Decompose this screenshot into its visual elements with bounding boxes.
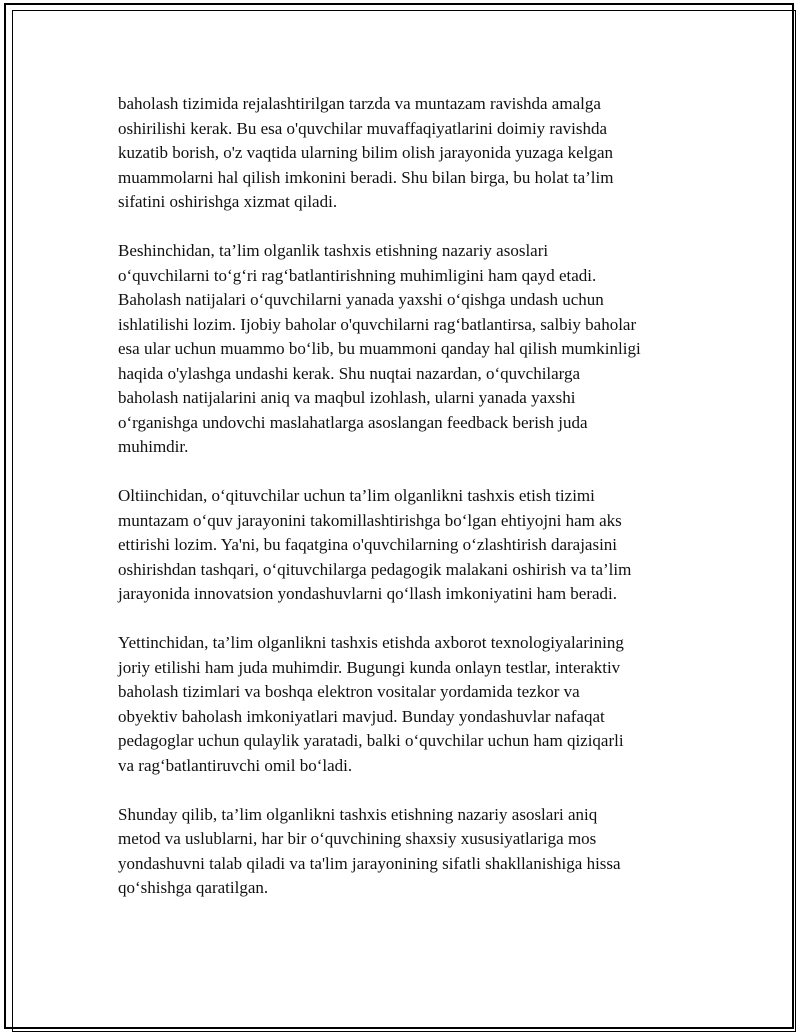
document-body <box>118 92 698 925</box>
paragraph-4: Yettinchidan, ta’lim olganlikni tashxis etishda axborot texnologiyalarining joriy etilishi ham juda muhimdir. Bugungi kunda onlayn testlar, interaktiv baholash tizimlari va boshqa elektron vositalar yordamida tezkor va obyektiv baholash imkoniyatlari mavjud. Bunday yondashuvlar nafaqat pedagoglar uchun qulaylik yaratadi, balki o‘quvchilar uchun ham qiziqarli va rag‘batlantiruvchi omil bo‘ladi. <box>118 633 624 775</box>
paragraph-2: Beshinchidan, ta’lim olganlik tashxis etishning nazariy asoslari o‘quvchilarni to‘g‘ri rag‘batlantirishning muhimligini ham qayd etadi. Baholash natijalari o‘quvchilarni yanada yaxshi o‘qishga undash uchun ishlatilishi lozim. Ijobiy baholar o'quvchilarni rag‘batlantirsa, salbiy baholar esa ular uchun muammo bo‘lib, bu muammoni qanday hal qilish mumkinligi haqida o'ylashga undashi kerak. Shu nuqtai nazardan, o‘quvchilarga baholash natijalarini aniq va maqbul izohlash, ularni yanada yaxshi o‘rganishga undovchi maslahatlarga asoslangan feedback berish juda muhimdir. <box>118 241 641 456</box>
paragraph-5: Shunday qilib, ta’lim olganlikni tashxis etishning nazariy asoslari aniq metod va uslublarni, har bir o‘quvchining shaxsiy xususiyatlariga mos yondashuvni talab qiladi va ta'lim jarayonining sifatli shakllanishiga hissa qo‘shishga qaratilgan. <box>118 804 621 897</box>
paragraph-1: baholash tizimida rejalashtirilgan tarzda va muntazam ravishda amalga oshirilishi kerak. Bu esa o'quvchilar muvaffaqiyatlarini doimiy ravishda kuzatib borish, o'z vaqtida ularning bilim olish jarayonida yuzaga kelgan muammolarni hal qilish imkonini beradi. Shu bilan birga, bu holat ta’lim sifatini oshirishga xizmat qiladi. <box>118 94 614 211</box>
paragraph-3: Oltiinchidan, o‘qituvchilar uchun ta’lim olganlikni tashxis etish tizimi muntazam o‘quv jarayonini takomillashtirishga bo‘lgan ehtiyojni ham aks ettirishi lozim. Ya'ni, bu faqatgina o'quvchilarning o‘zlashtirish darajasini oshirishdan tashqari, o‘qituvchilarga pedagogik malakani oshirish va ta’lim jarayonida innovatsion yondashuvlarni qo‘llash imkoniyatini ham beradi. <box>118 486 632 603</box>
